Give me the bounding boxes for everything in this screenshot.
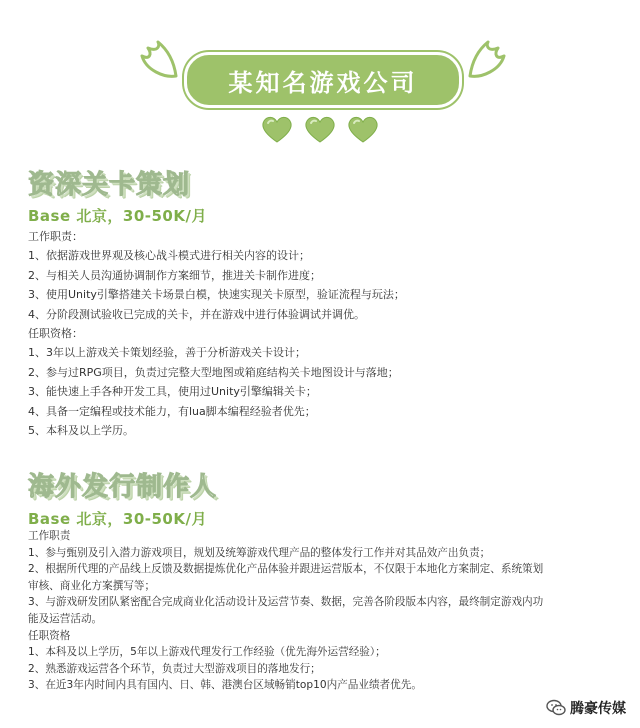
- text-line: 2、熟悉游戏运营各个环节，负责过大型游戏项目的落地发行；: [28, 662, 321, 675]
- text-line: 工作职责：: [28, 230, 83, 243]
- text-line: 任职资格：: [28, 327, 83, 341]
- text-line: 任职资格: [28, 629, 71, 642]
- right-wing-icon: [466, 40, 510, 88]
- text-line: 审核、商业化方案撰写等；: [28, 579, 156, 592]
- job-title-level-designer: Base 北京，30-50K/月: [28, 207, 207, 225]
- text-line: 1、参与甄别及引入潜力游戏项目，规划及统筹游戏代理产品的整体发行工作并对其品效产出负责；: [28, 546, 491, 559]
- text-line: 3、在近3年内时间内具有国内、日、韩、港澳台区域畅销top10内产品业绩者优先。: [28, 679, 422, 692]
- text-line: 2、参与过RPG项目，负责过完整大型地图或箱庭结构关卡地图设计与落地；: [28, 365, 399, 379]
- heart-icon: [303, 114, 337, 144]
- hearts-row: [260, 114, 380, 144]
- watermark-text: 腾豪传媒: [570, 701, 626, 717]
- heart-icon: [260, 114, 294, 144]
- text-line: 3、能快速上手各种开发工具，使用过Unity引擎编辑关卡；: [28, 385, 317, 399]
- section-title-overseas-producer: 海外发行制作人: [28, 472, 218, 502]
- job-title-overseas-producer: Base 北京，30-50K/月: [28, 510, 207, 528]
- text-line: 能及运营活动。: [28, 612, 103, 625]
- text-line: 1、依据游戏世界观及核心战斗模式进行相关内容的设计；: [28, 249, 310, 263]
- header-banner: [0, 0, 640, 150]
- text-line: 1、3年以上游戏关卡策划经验，善于分析游戏关卡设计；: [28, 346, 306, 360]
- company-title: 某知名游戏公司: [228, 68, 418, 97]
- wechat-icon: [546, 699, 566, 717]
- text-line: 5、本科及以上学历。: [28, 424, 134, 438]
- text-line: 4、分阶段测试验收已完成的关卡，并在游戏中进行体验调试并调优。: [28, 307, 365, 321]
- section-title-level-designer: 资深关卡策划: [28, 170, 191, 200]
- heart-icon: [346, 114, 380, 144]
- watermark: [546, 698, 626, 718]
- text-line: 3、与游戏研发团队紧密配合完成商业化活动设计及运营节奏、数据，完善各阶段版本内容，最终制定游戏内功: [28, 596, 544, 609]
- text-line: 3、使用Unity引擎搭建关卡场景白模，快速实现关卡原型，验证流程与玩法；: [28, 288, 405, 302]
- text-line: 4、具备一定编程或技术能力，有lua脚本编程经验者优先；: [28, 404, 316, 418]
- text-line: 1、本科及以上学历，5年以上游戏代理发行工作经验（优先海外运营经验）；: [28, 646, 386, 659]
- job1-description: [28, 227, 628, 440]
- job2-description: [28, 528, 628, 694]
- text-line: 2、根据所代理的产品线上反馈及数据提炼优化产品体验并跟进运营版本，不仅限于本地化方案制定、系统策划: [28, 563, 544, 576]
- left-wing-icon: [136, 40, 180, 88]
- banner-pill: [184, 52, 462, 108]
- text-line: 2、与相关人员沟通协调制作方案细节，推进关卡制作进度；: [28, 268, 321, 282]
- text-line: 工作职责: [28, 530, 71, 542]
